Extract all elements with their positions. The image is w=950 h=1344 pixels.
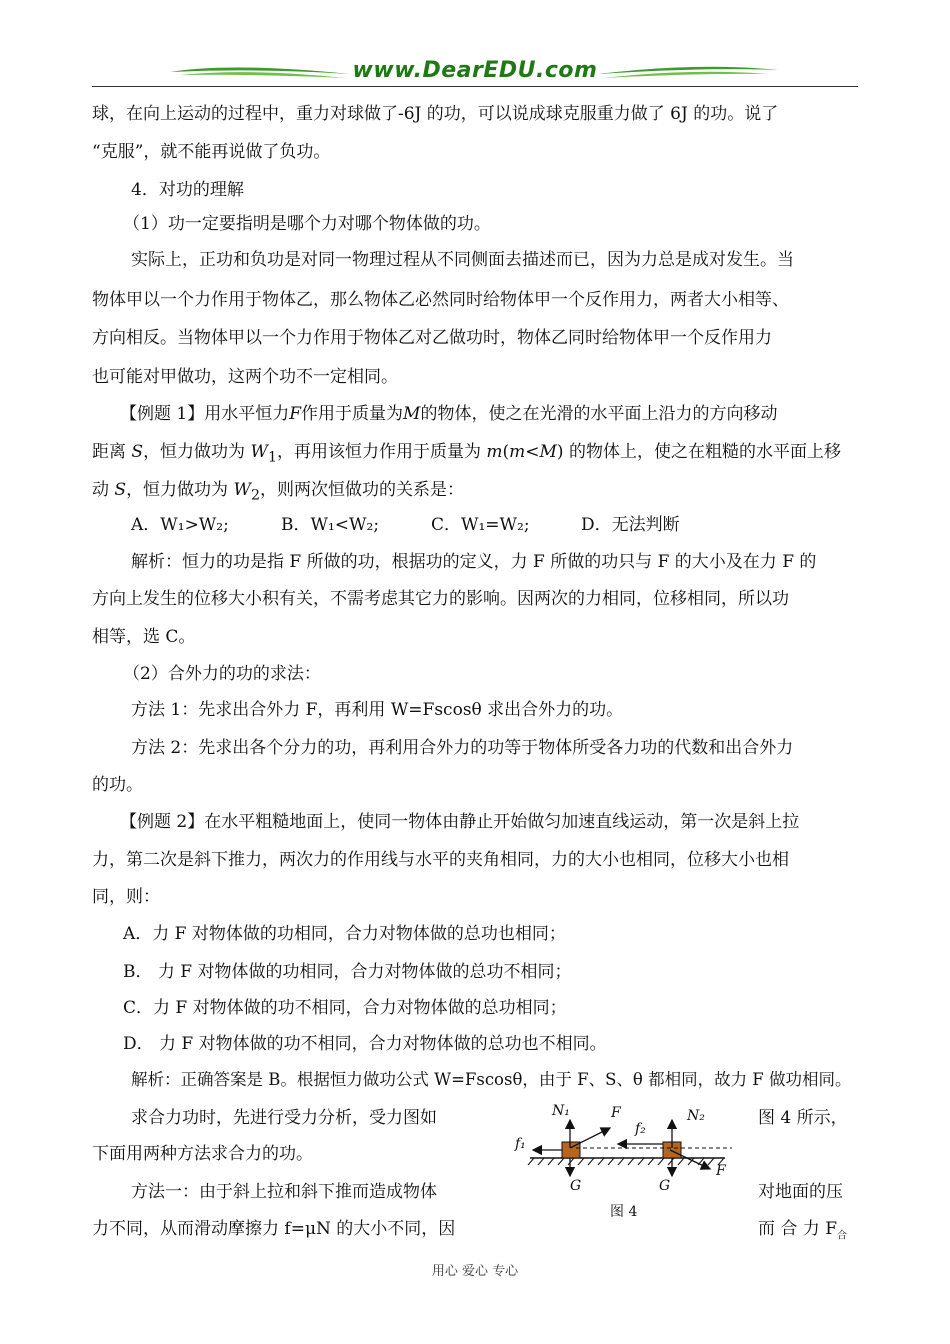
option-c: C．力 F 对物体做的功不相同，合力对物体做的总功相同； [123, 998, 567, 1018]
text-line: 球，在向上运动的过程中，重力对球做了-6J 的功，可以说成球克服重力做了 6J 的功。说了 [92, 104, 779, 124]
option-b: B．W₁<W₂; [281, 515, 380, 535]
example-1-options [131, 513, 901, 537]
example-1-line: 【例题 1】用水平恒力F作用于质量为M的物体，使之在光滑的水平面上沿力的方向移动 [120, 404, 778, 424]
right-swoosh-decoration [598, 62, 778, 82]
text-line: 方法一：由于斜上拉和斜下推而造成物体 [131, 1182, 437, 1202]
section-heading: 4．对功的理解 [131, 180, 244, 200]
text-line: 对地面的压 [758, 1182, 843, 1202]
f-push-arrow [670, 1150, 710, 1169]
figure-caption: 图 4 [610, 1204, 638, 1220]
option-a: A．力 F 对物体做的功相同，合力对物体做的总功也相同； [123, 924, 566, 944]
text-line: 方向相反。当物体甲以一个力作用于物体乙对乙做功时，物体乙同时给物体甲一个反作用力 [92, 328, 772, 348]
text-line: 而 合 力 $F_合$ [758, 1219, 848, 1242]
option-a: A．W₁>W₂; [131, 515, 229, 535]
page-header [0, 0, 950, 100]
text-line: 相等，选 C。 [92, 627, 196, 647]
example-2-line: 力，第二次是斜下推力，两次力的作用线与水平的夹角相同，力的大小也相同，位移大小也相 [92, 850, 789, 870]
text-line: 力不同，从而滑动摩擦力 f=μN 的大小不同，因 [92, 1219, 456, 1239]
label-f2: f₂ [635, 1121, 646, 1137]
text-line: （1）功一定要指明是哪个力对哪个物体做的功。 [123, 214, 491, 234]
force-diagram-figure-4 [510, 1103, 755, 1228]
example-1-line: 动 S，恒力做功为 $W_2$，则两次恒做功的关系是： [92, 480, 464, 504]
section-heading: （2）合外力的功的求法： [123, 664, 321, 684]
site-logo-text: www.DearEDU.com [352, 58, 598, 83]
text-line: 方法 1：先求出合外力 F，再利用 W=Fscosθ 求出合外力的功。 [131, 700, 624, 720]
label-g2: G [659, 1178, 671, 1194]
text-line: “克服”，就不能再说做了负功。 [92, 142, 331, 162]
text-line: 物体甲以一个力作用于物体乙，那么物体乙必然同时给物体甲一个反作用力，两者大小相等、 [92, 290, 789, 310]
text-line: 的功。 [92, 775, 143, 795]
option-d: D．无法判断 [581, 515, 680, 535]
text-line: 方向上发生的位移大小积有关，不需考虑其它力的影响。因两次的力相同，位移相同，所以功 [92, 589, 789, 609]
left-swoosh-decoration [170, 62, 350, 82]
f-pull-arrow [570, 1128, 610, 1148]
label-f-pull: F [611, 1105, 621, 1121]
option-c: C．W₁=W₂; [431, 515, 530, 535]
label-g1: G [570, 1178, 582, 1194]
text-line: 实际上，正功和负功是对同一物理过程从不同侧面去描述而已，因为力总是成对发生。当 [131, 250, 794, 270]
text-line: 求合力功时，先进行受力分析，受力图如 [131, 1108, 437, 1128]
option-d: D． 力 F 对物体做的功不相同，合力对物体做的总功也不相同。 [123, 1034, 607, 1054]
example-1-line: 距离 S，恒力做功为 $W_1$，再用该恒力作用于质量为 m(m<M) 的物体上，使之在粗糙的水平面上移 [92, 442, 841, 466]
text-line: 图 4 所示， [758, 1108, 848, 1128]
text-line: 解析：正确答案是 B。根据恒力做功公式 W=Fscosθ，由于 F、S、θ 都相同，故力 F 做功相同。 [131, 1070, 852, 1089]
label-n2: N₂ [687, 1108, 705, 1124]
text-line: 也可能对甲做功，这两个功不一定相同。 [92, 367, 398, 387]
label-f-push: F [716, 1163, 726, 1179]
example-2-line: 同，则： [92, 887, 160, 907]
text-line: 方法 2：先求出各个分力的功，再利用合外力的功等于物体所受各力功的代数和出合外力 [131, 738, 794, 758]
header-rule [92, 86, 858, 87]
label-n1: N₁ [552, 1103, 570, 1119]
label-f1: f₁ [515, 1136, 526, 1152]
option-b: B． 力 F 对物体做的功相同，合力对物体做的总功不相同； [123, 962, 572, 982]
example-2-line: 【例题 2】在水平粗糙地面上，使同一物体由静止开始做匀加速直线运动，第一次是斜上拉 [120, 812, 800, 832]
text-line: 下面用两种方法求合力的功。 [92, 1144, 313, 1164]
page-footer: 用心 爱心 专心 [431, 1264, 519, 1279]
text-line: 解析：恒力的功是指 F 所做的功，根据功的定义，力 F 所做的功只与 F 的大小及在力 F 的 [131, 552, 817, 572]
